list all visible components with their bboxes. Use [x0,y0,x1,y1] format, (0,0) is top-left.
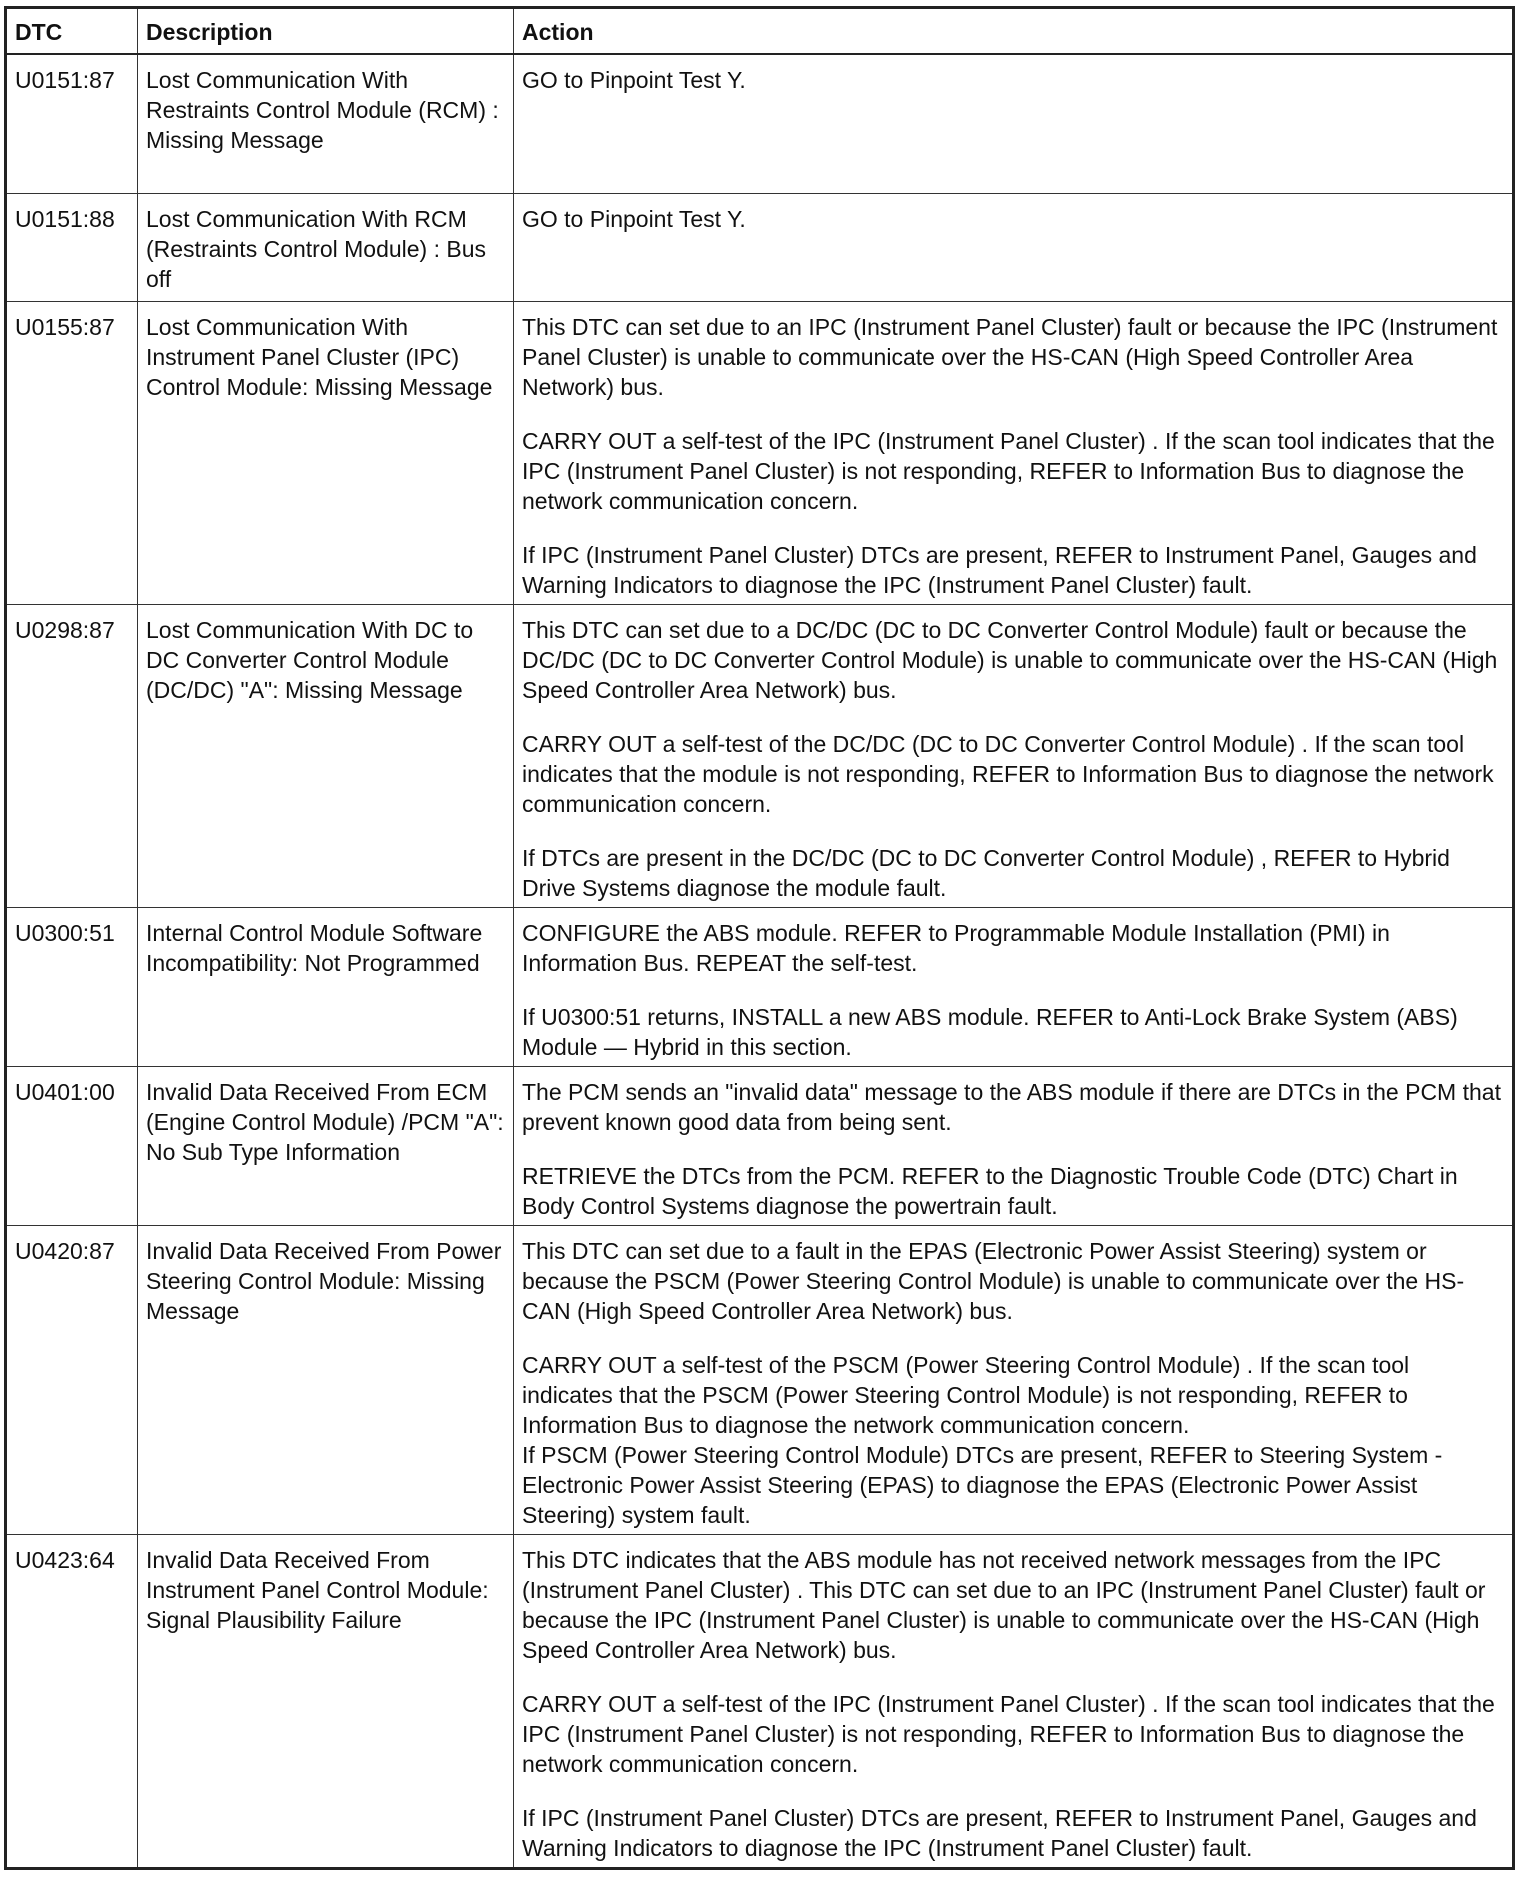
table-row [6,193,1514,301]
header-description: Description [138,8,514,55]
dtc-code: U0298:87 [6,604,138,907]
dtc-code: U0155:87 [6,301,138,604]
dtc-code: U0423:64 [6,1534,138,1868]
header-dtc: DTC [6,8,138,55]
action-paragraph: If U0300:51 returns, INSTALL a new ABS module. REFER to Anti-Lock Brake System (ABS) Module — Hybrid in this section. [522,1003,1458,1060]
dtc-description: Internal Control Module Software Incompatibility: Not Programmed [138,907,514,1066]
table-row [6,604,1514,907]
dtc-action [514,907,1514,1066]
header-action: Action [514,8,1514,55]
dtc-action [514,1225,1514,1534]
dtc-description: Lost Communication With DC to DC Converter Control Module (DC/DC) "A": Missing Message [138,604,514,907]
dtc-description: Lost Communication With Instrument Panel Cluster (IPC) Control Module: Missing Message [138,301,514,604]
table-row [6,1534,1514,1868]
action-paragraph: CARRY OUT a self-test of the DC/DC (DC to DC Converter Control Module) . If the scan tool indicates that the module is not responding, REFER to Information Bus to diagnose the network communication concern. [522,730,1494,817]
action-paragraph: The PCM sends an "invalid data" message to the ABS module if there are DTCs in the PCM that prevent known good data from being sent. [522,1078,1501,1135]
dtc-code: U0300:51 [6,907,138,1066]
table-row [6,907,1514,1066]
action-paragraph: This DTC can set due to an IPC (Instrument Panel Cluster) fault or because the IPC (Instrument Panel Cluster) is unable to communicate over the HS-CAN (High Speed Controller Area Network) bus. [522,313,1498,400]
dtc-description: Lost Communication With RCM (Restraints Control Module) : Bus off [138,193,514,301]
action-paragraph: CARRY OUT a self-test of the IPC (Instrument Panel Cluster) . If the scan tool indicates that the IPC (Instrument Panel Cluster) is not responding, REFER to Information Bus to diagnose the network communication concern. [522,1690,1495,1777]
dtc-action [514,54,1514,193]
action-paragraph: CARRY OUT a self-test of the PSCM (Power Steering Control Module) . If the scan tool indicates that the PSCM (Power Steering Control Module) is not responding, REFER to Information Bus to diagnose the network communication concern. [522,1351,1410,1438]
action-paragraph: GO to Pinpoint Test Y. [522,67,746,93]
dtc-description: Invalid Data Received From Power Steering Control Module: Missing Message [138,1225,514,1534]
dtc-action [514,301,1514,604]
dtc-description: Invalid Data Received From ECM (Engine Control Module) /PCM "A": No Sub Type Information [138,1066,514,1225]
dtc-code: U0401:00 [6,1066,138,1225]
action-paragraph: If IPC (Instrument Panel Cluster) DTCs are present, REFER to Instrument Panel, Gauges and Warning Indicators to diagnose the IPC (Instrument Panel Cluster) fault. [522,1804,1477,1861]
dtc-code: U0151:87 [6,54,138,193]
action-paragraph: This DTC indicates that the ABS module has not received network messages from the IPC (Instrument Panel Cluster) . This DTC can set due to an IPC (Instrument Panel Cluster) fault or because the IPC (Instrument Panel Cluster) is unable to communicate over the HS-CAN (High Speed Controller Area Network) bus. [522,1546,1486,1663]
dtc-action [514,1066,1514,1225]
action-paragraph: If PSCM (Power Steering Control Module) DTCs are present, REFER to Steering System - Electronic Power Assist Steering (EPAS) to diagnose the EPAS (Electronic Power Assist Steering) system fault. [522,1441,1443,1528]
action-paragraph: This DTC can set due to a DC/DC (DC to DC Converter Control Module) fault or because the DC/DC (DC to DC Converter Control Module) is unable to communicate over the HS-CAN (High Speed Controller Area Network) bus. [522,616,1498,703]
dtc-code: U0151:88 [6,193,138,301]
dtc-description: Invalid Data Received From Instrument Panel Control Module: Signal Plausibility Failure [138,1534,514,1868]
action-paragraph: RETRIEVE the DTCs from the PCM. REFER to the Diagnostic Trouble Code (DTC) Chart in Body Control Systems diagnose the powertrain fault. [522,1162,1458,1219]
table-header-row [6,8,1514,55]
action-paragraph: If IPC (Instrument Panel Cluster) DTCs are present, REFER to Instrument Panel, Gauges and Warning Indicators to diagnose the IPC (Instrument Panel Cluster) fault. [522,541,1477,598]
dtc-description: Lost Communication With Restraints Control Module (RCM) : Missing Message [138,54,514,193]
table-row [6,54,1514,193]
action-paragraph: If DTCs are present in the DC/DC (DC to DC Converter Control Module) , REFER to Hybrid Drive Systems diagnose the module fault. [522,844,1450,901]
dtc-action [514,604,1514,907]
action-paragraph: GO to Pinpoint Test Y. [522,205,746,232]
table-row [6,301,1514,604]
dtc-action [514,193,1514,301]
action-paragraph: This DTC can set due to a fault in the EPAS (Electronic Power Assist Steering) system or because the PSCM (Power Steering Control Module) is unable to communicate over the HS-CAN (High Speed Controller Area Network) bus. [522,1237,1465,1324]
action-paragraph: CONFIGURE the ABS module. REFER to Programmable Module Installation (PMI) in Information Bus. REPEAT the self-test. [522,919,1390,976]
dtc-code: U0420:87 [6,1225,138,1534]
dtc-action [514,1534,1514,1868]
table-row [6,1066,1514,1225]
table-row [6,1225,1514,1534]
dtc-table [4,6,1515,1870]
action-paragraph: CARRY OUT a self-test of the IPC (Instrument Panel Cluster) . If the scan tool indicates that the IPC (Instrument Panel Cluster) is not responding, REFER to Information Bus to diagnose the network communication concern. [522,427,1495,514]
